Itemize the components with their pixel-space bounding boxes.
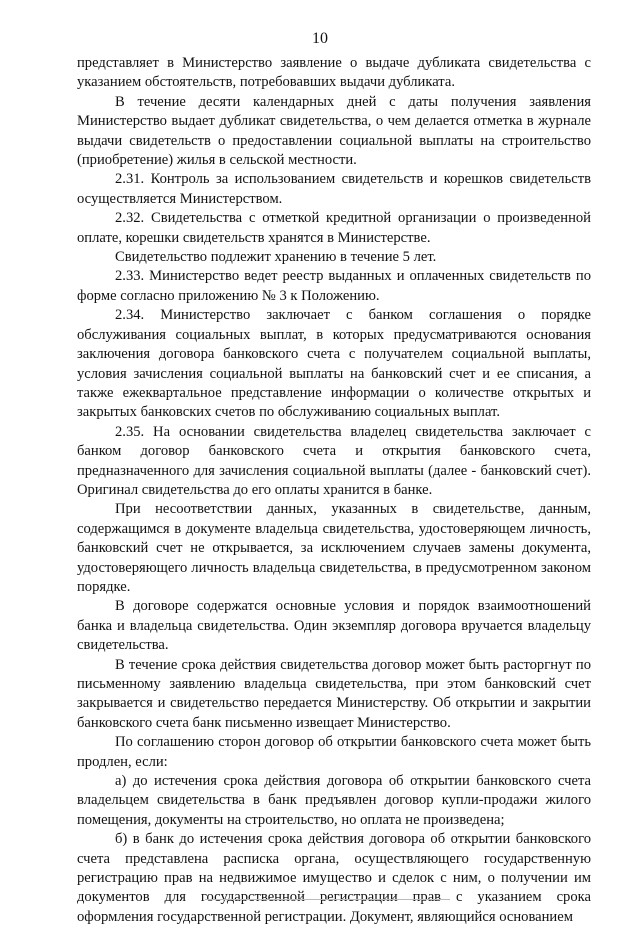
paragraph: а) до истечения срока действия договора об открытии банковского счета владельцем свидетельства в банк предъявлен договор купли-продажи жилого помещения, документы на строительство, но оплата не произведена; [77,773,591,828]
paragraph: представляет в Министерство заявление о выдаче дубликата свидетельства с указанием обстоятельств, потребовавших выдачи дубликата. [77,55,591,91]
paragraph: В течение десяти календарных дней с даты получения заявления Министерство выдает дубликат свидетельства, о чем делается отметка в журнале выдачи свидетельств о предоставлении социальной выплаты на строительство (приобретение) жилья в сельской местности. [77,93,591,169]
paragraph: б) в банк до истечения срока действия договора об открытии банковского счета представлена расписка органа, осуществляющего государственную регистрацию прав на недвижимое имущество и сделок с ним, о получении им документов для государственной регистрации прав с указанием срока оформления государственной регистрации. Документ, являющийся основанием [77,831,591,925]
paragraph: 2.32. Свидетельства с отметкой кредитной организации о произведенной оплате, корешки свидетельств хранятся в Министерстве. [77,210,591,246]
paragraph: 2.31. Контроль за использованием свидетельств и корешков свидетельств осуществляется Министерством. [77,171,591,207]
paragraph: В течение срока действия свидетельства договор может быть расторгнут по письменному заявлению владельца свидетельства, при этом банковский счет закрывается и свидетельство передается Министерству. Об открытии и закрытии банковского счета банк письменно извещает Министерство. [77,656,591,731]
paragraph: 2.34. Министерство заключает с банком соглашения о порядке обслуживания социальных выплат, в которых предусматриваются основания заключения договора банковского счета с получателем социальной выплаты, условия зачисления социальной выплаты на банковский счет и ее списания, а также ежеквартальное представление информации о количестве открытых и закрытых банковских счетов по обслуживанию социальных выплат. [77,307,591,421]
document-body [77,54,591,927]
paragraph: 2.35. На основании свидетельства владелец свидетельства заключает с банком договор банковского счета и открытия банковского счета, предназначенного для зачисления социальной выплаты (далее - банковский счет). Оригинал свидетельства до его оплаты хранится в банке. [77,423,591,498]
paragraph: При несоответствии данных, указанных в свидетельстве, данным, содержащимся в документе владельца свидетельства, удостоверяющем личность, банковский счет не открывается, за исключением случаев замены документа, удостоверяющего личность владельца свидетельства, в предусмотренном законом порядке. [77,501,591,595]
paragraph: В договоре содержатся основные условия и порядок взаимоотношений банка и владельца свидетельства. Один экземпляр договора вручается владельцу свидетельства. [77,598,591,654]
paragraph: По соглашению сторон договор об открытии банковского счета может быть продлен, если: [77,734,591,770]
page-number: 10 [312,30,328,47]
paragraph: 2.33. Министерство ведет реестр выданных и оплаченных свидетельств по форме согласно приложению № 3 к Положению. [77,268,591,304]
scan-edge-line [205,899,450,900]
paragraph: Свидетельство подлежит хранению в течение 5 лет. [115,249,437,266]
